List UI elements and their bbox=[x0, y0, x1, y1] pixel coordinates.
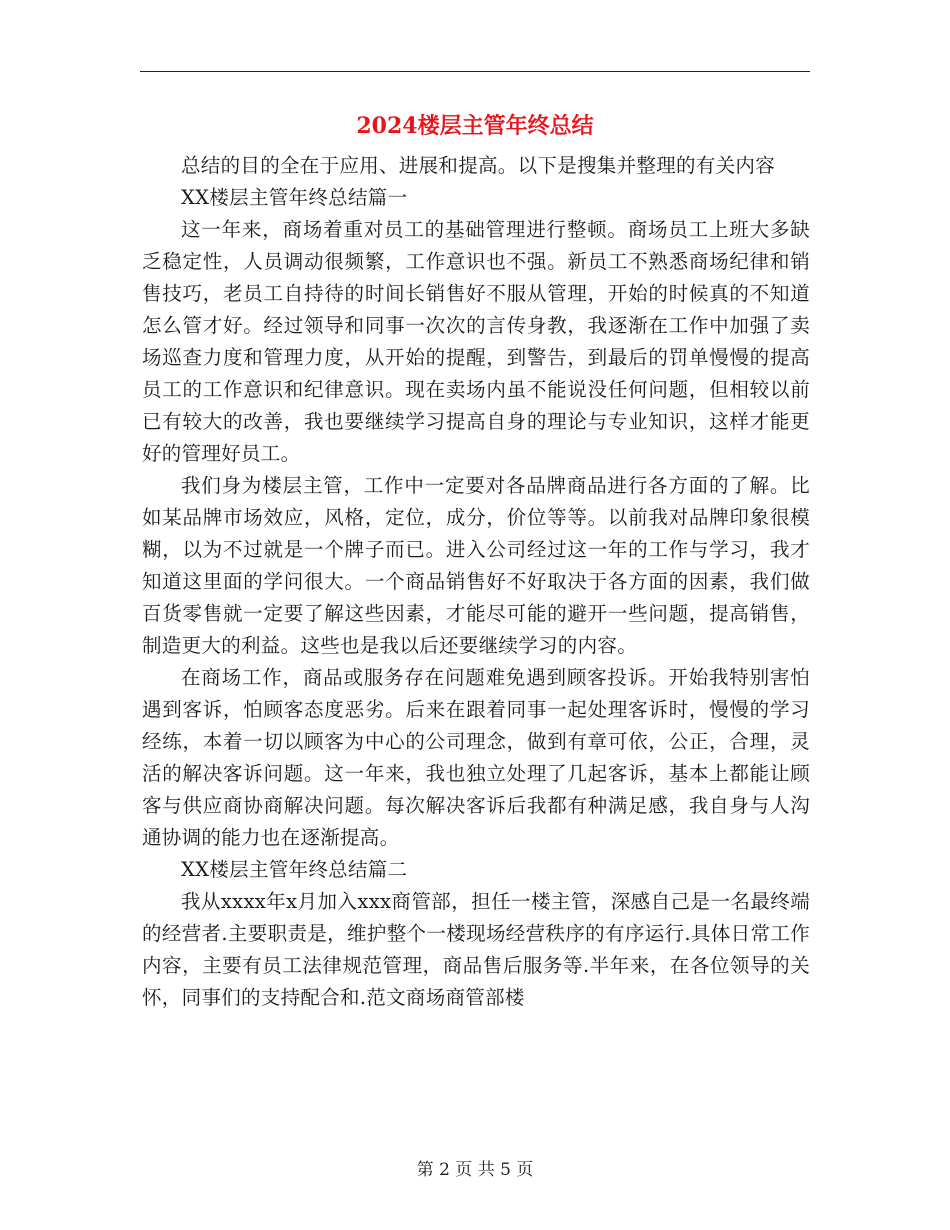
paragraph: 这一年来，商场着重对员工的基础管理进行整顿。商场员工上班大多缺乏稳定性，人员调动很频繁，工作意识也不强。新员工不熟悉商场纪律和销售技巧，老员工自持待的时间长销售好不服从管理，开始的时候真的不知道怎么管才好。经过领导和同事一次次的言传身教，我逐渐在工作中加强了卖场巡查力度和管理力度，从开始的提醒，到警告，到最后的罚单慢慢的提高员工的工作意识和纪律意识。现在卖场内虽不能说没任何问题，但相较以前已有较大的改善，我也要继续学习提高自身的理论与专业知识，这样才能更好的管理好员工。 bbox=[142, 218, 810, 465]
page-number-footer: 第 2 页 共 5 页 bbox=[416, 1160, 534, 1180]
paragraph: 我们身为楼层主管，工作中一定要对各品牌商品进行各方面的了解。比如某品牌市场效应，风格，定位，成分，价位等等。以前我对品牌印象很模糊，以为不过就是一个牌子而已。进入公司经过这一年的工作与学习，我才知道这里面的学问很大。一个商品销售好不好取决于各方面的因素，我们做百货零售就一定要了解这些因素，才能尽可能的避开一些问题，提高销售，制造更大的利益。这些也是我以后还要继续学习的内容。 bbox=[142, 474, 810, 657]
section-heading-2: XX楼层主管年终总结篇二 bbox=[181, 858, 408, 881]
document-body bbox=[142, 150, 810, 1014]
paragraph: 我从xxxx年x月加入xxx商管部，担任一楼主管，深感自己是一名最终端的经营者.主要职责是，维护整个一楼现场经营秩序的有序运行.具体日常工作内容，主要有员工法律规范管理，商品售后服务等.半年来，在各位领导的关怀，同事们的支持配合和.范文商场商管部楼 bbox=[142, 890, 810, 1009]
header-rule bbox=[140, 71, 810, 72]
paragraph-intro: 总结的目的全在于应用、进展和提高。以下是搜集并整理的有关内容 bbox=[181, 154, 776, 177]
document-title: 2024楼层主管年终总结 bbox=[356, 113, 594, 139]
paragraph: 在商场工作，商品或服务存在问题难免遇到顾客投诉。开始我特别害怕遇到客诉，怕顾客态度恶劣。后来在跟着同事一起处理客诉时，慢慢的学习经练，本着一切以顾客为中心的公司理念，做到有章可依，公正，合理，灵活的解决客诉问题。这一年来，我也独立处理了几起客诉，基本上都能让顾客与供应商协商解决问题。每次解决客诉后我都有种满足感，我自身与人沟通协调的能力也在逐渐提高。 bbox=[142, 666, 810, 849]
section-heading-1: XX楼层主管年终总结篇一 bbox=[181, 186, 408, 209]
